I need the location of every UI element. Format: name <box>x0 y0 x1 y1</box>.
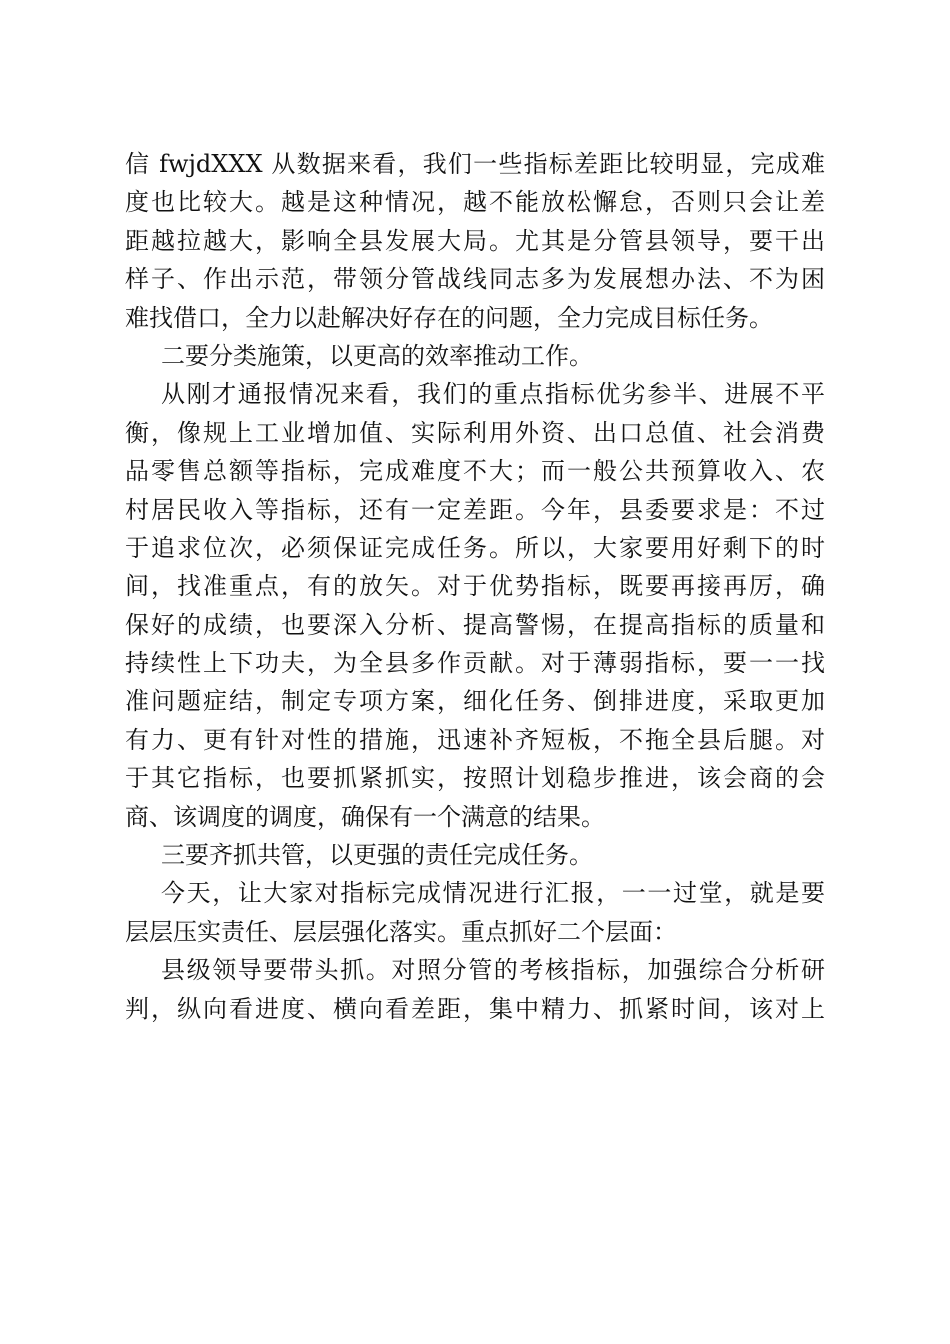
text-line: 于追求位次，必须保证完成任务。所以，大家要用好剩下的时 <box>125 533 825 562</box>
document-body <box>125 145 825 1028</box>
text-line: 信 fwjdXXX 从数据来看，我们一些指标差距比较明显，完成难 <box>125 150 825 178</box>
section-heading: 二要分类施策，以更高的效率推动工作。 <box>161 341 593 370</box>
text-line: 准问题症结，制定专项方案，细化任务、倒排进度，采取更加 <box>125 687 825 716</box>
text-line: 难找借口，全力以赴解决好存在的问题，全力完成目标任务。 <box>125 303 773 332</box>
text-line: 间，找准重点，有的放矢。对于优势指标，既要再接再厉，确 <box>125 572 825 601</box>
text-line: 距越拉越大，影响全县发展大局。尤其是分管县领导，要干出 <box>125 226 825 255</box>
text-line: 度也比较大。越是这种情况，越不能放松懈怠，否则只会让差 <box>125 188 825 217</box>
text-line: 从刚才通报情况来看，我们的重点指标优劣参半、进展不平 <box>161 380 825 409</box>
text-line: 样子、作出示范，带领分管战线同志多为发展想办法、不为困 <box>125 265 825 294</box>
text-line: 于其它指标，也要抓紧抓实，按照计划稳步推进，该会商的会 <box>125 764 825 793</box>
text-line: 品零售总额等指标，完成难度不大；而一般公共预算收入、农 <box>125 457 825 486</box>
text-line: 县级领导要带头抓。对照分管的考核指标，加强综合分析研 <box>161 956 825 985</box>
section-heading: 三要齐抓共管，以更强的责任完成任务。 <box>161 841 593 870</box>
text-line: 保好的成绩，也要深入分析、提高警惕，在提高指标的质量和 <box>125 610 825 639</box>
text-line: 村居民收入等指标，还有一定差距。今年，县委要求是：不过 <box>125 495 825 524</box>
text-line: 商、该调度的调度，确保有一个满意的结果。 <box>125 802 605 831</box>
text-line: 层层压实责任、层层强化落实。重点抓好二个层面： <box>125 917 677 946</box>
text-line: 持续性上下功夫，为全县多作贡献。对于薄弱指标，要一一找 <box>125 649 825 678</box>
text-line: 今天，让大家对指标完成情况进行汇报，一一过堂，就是要 <box>161 879 825 908</box>
text-line: 衡，像规上工业增加值、实际利用外资、出口总值、社会消费 <box>125 418 825 447</box>
text-line: 有力、更有针对性的措施，迅速补齐短板，不拖全县后腿。对 <box>125 725 825 754</box>
text-line: 判，纵向看进度、横向看差距，集中精力、抓紧时间，该对上 <box>125 994 825 1023</box>
